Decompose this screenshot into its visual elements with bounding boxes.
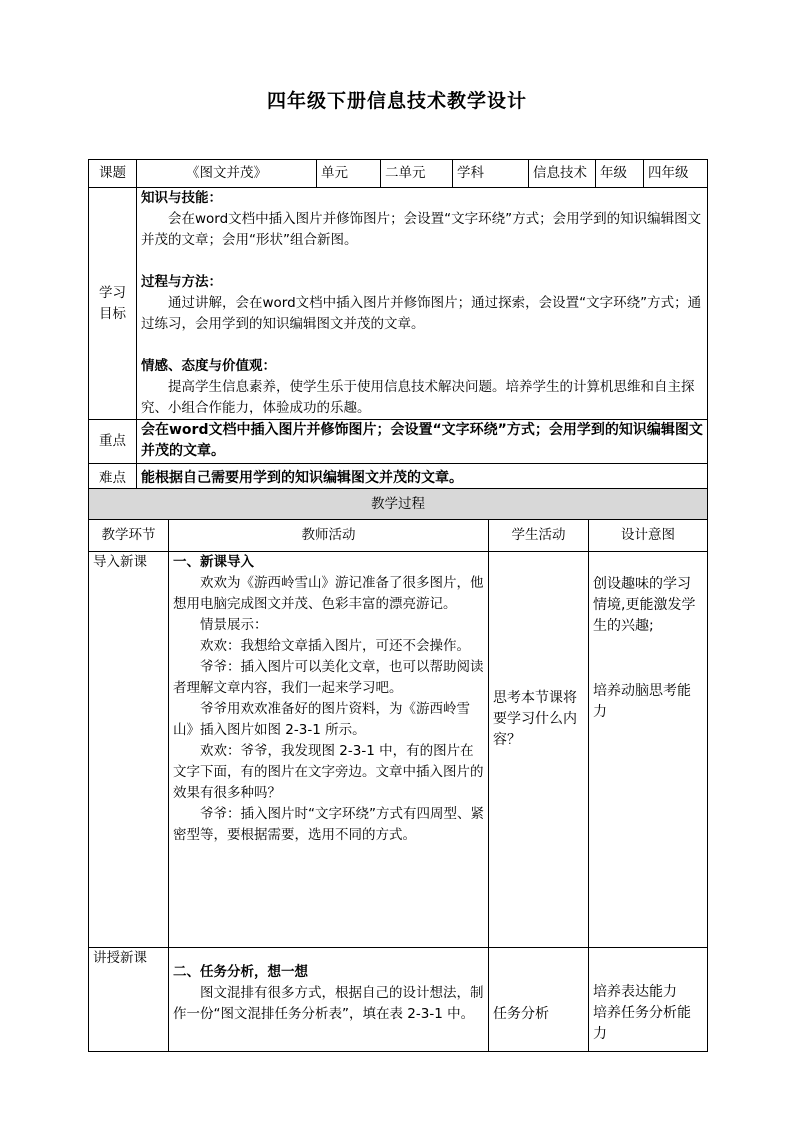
objectives-label: 学习 目标 — [89, 188, 137, 420]
teacher-para: 欢欢：爷爷，我发现图 2-3-1 中，有的图片在文字下面，有的图片在文字旁边。文章中插入图片的效果有很多种吗？ — [173, 743, 484, 801]
process-heading: 过程与方法： — [141, 274, 222, 290]
emotion-text: 提高学生信息素养，使学生乐于使用信息技术解决问题。培养学生的计算机思维和自主探究、小组合作能力，体验成功的乐趣。 — [141, 379, 695, 416]
key-point-label: 重点 — [89, 420, 137, 464]
stage-new-lesson: 讲授新课 — [89, 948, 169, 1052]
intent-text-1: 创设趣味的学习情境,更能激发学生的兴趣; — [593, 576, 696, 634]
intent-text-2: 培养动脑思考能力 — [593, 683, 691, 720]
header-student: 学生活动 — [489, 520, 589, 552]
intent-intro — [589, 552, 708, 948]
student-text-intro: 思考本节课将要学习什么内容？ — [493, 690, 577, 748]
subject-label: 学科 — [453, 160, 529, 188]
teacher-para: 爷爷：插入图片时“文字环绕”方式有四周型、紧密型等，要根据需要，选用不同的方式。 — [173, 806, 484, 843]
stage-intro: 导入新课 — [89, 552, 169, 948]
teacher-activity-intro — [169, 552, 489, 948]
teacher-para: 欢欢：我想给文章插入图片，可还不会操作。 — [200, 638, 470, 654]
teacher-activity-new — [169, 948, 489, 1052]
grade-value: 四年级 — [644, 160, 708, 188]
intent-text-4: 培养任务分析能力 — [593, 1005, 691, 1042]
unit-label: 单元 — [317, 160, 381, 188]
grade-label: 年级 — [596, 160, 644, 188]
header-intent: 设计意图 — [589, 520, 708, 552]
key-point-text: 会在word文档中插入图片并修饰图片；会设置“文字环绕”方式；会用学到的知识编辑图文并茂的文章。 — [137, 420, 708, 464]
intent-text-3: 培养表达能力 — [593, 984, 677, 1000]
teacher-heading-new: 二、任务分析，想一想 — [173, 964, 308, 980]
teacher-para: 爷爷：插入图片可以美化文章，也可以帮助阅读者理解文章内容，我们一起来学习吧。 — [173, 659, 484, 696]
difficulty-text: 能根据自己需要用学到的知识编辑图文并茂的文章。 — [137, 464, 708, 493]
teaching-process-table — [88, 488, 708, 1052]
intent-new — [589, 948, 708, 1052]
teacher-para: 爷爷用欢欢准备好的图片资料，为《游西岭雪山》插入图片如图 2-3-1 所示。 — [173, 701, 470, 738]
student-activity-intro — [489, 552, 589, 948]
header-teacher: 教师活动 — [169, 520, 489, 552]
course-value: 《图文并茂》 — [137, 160, 317, 188]
page-title: 四年级下册信息技术教学设计 — [266, 90, 527, 112]
course-label: 课题 — [89, 160, 137, 188]
difficulty-label: 难点 — [89, 464, 137, 493]
knowledge-heading: 知识与技能： — [141, 190, 222, 206]
knowledge-text: 会在word文档中插入图片并修饰图片；会设置“文字环绕”方式；会用学到的知识编辑图文并茂的文章；会用“形状”组合新图。 — [141, 211, 702, 248]
student-activity-new — [489, 948, 589, 1052]
unit-value: 二单元 — [381, 160, 453, 188]
process-band: 教学过程 — [89, 489, 708, 520]
process-text: 通过讲解，会在word文档中插入图片并修饰图片；通过探索，会设置“文字环绕”方式；通过练习，会用学到的知识编辑图文并茂的文章。 — [141, 295, 702, 332]
lesson-info-table — [88, 159, 708, 493]
emotion-heading: 情感、态度与价值观： — [141, 358, 276, 374]
subject-value: 信息技术 — [529, 160, 596, 188]
teacher-para: 图文混排有很多方式，根据自己的设计想法，制作一份“图文混排任务分析表”，填在表 2-3-1 中。 — [173, 985, 484, 1022]
teacher-para: 欢欢为《游西岭雪山》游记准备了很多图片，他想用电脑完成图文并茂、色彩丰富的漂亮游记。 — [173, 575, 484, 612]
teacher-heading-intro: 一、新课导入 — [173, 554, 254, 570]
teacher-para: 情景展示： — [200, 617, 268, 633]
header-stage: 教学环节 — [89, 520, 169, 552]
objectives-content — [137, 188, 708, 420]
student-text-new: 任务分析 — [493, 1006, 549, 1022]
